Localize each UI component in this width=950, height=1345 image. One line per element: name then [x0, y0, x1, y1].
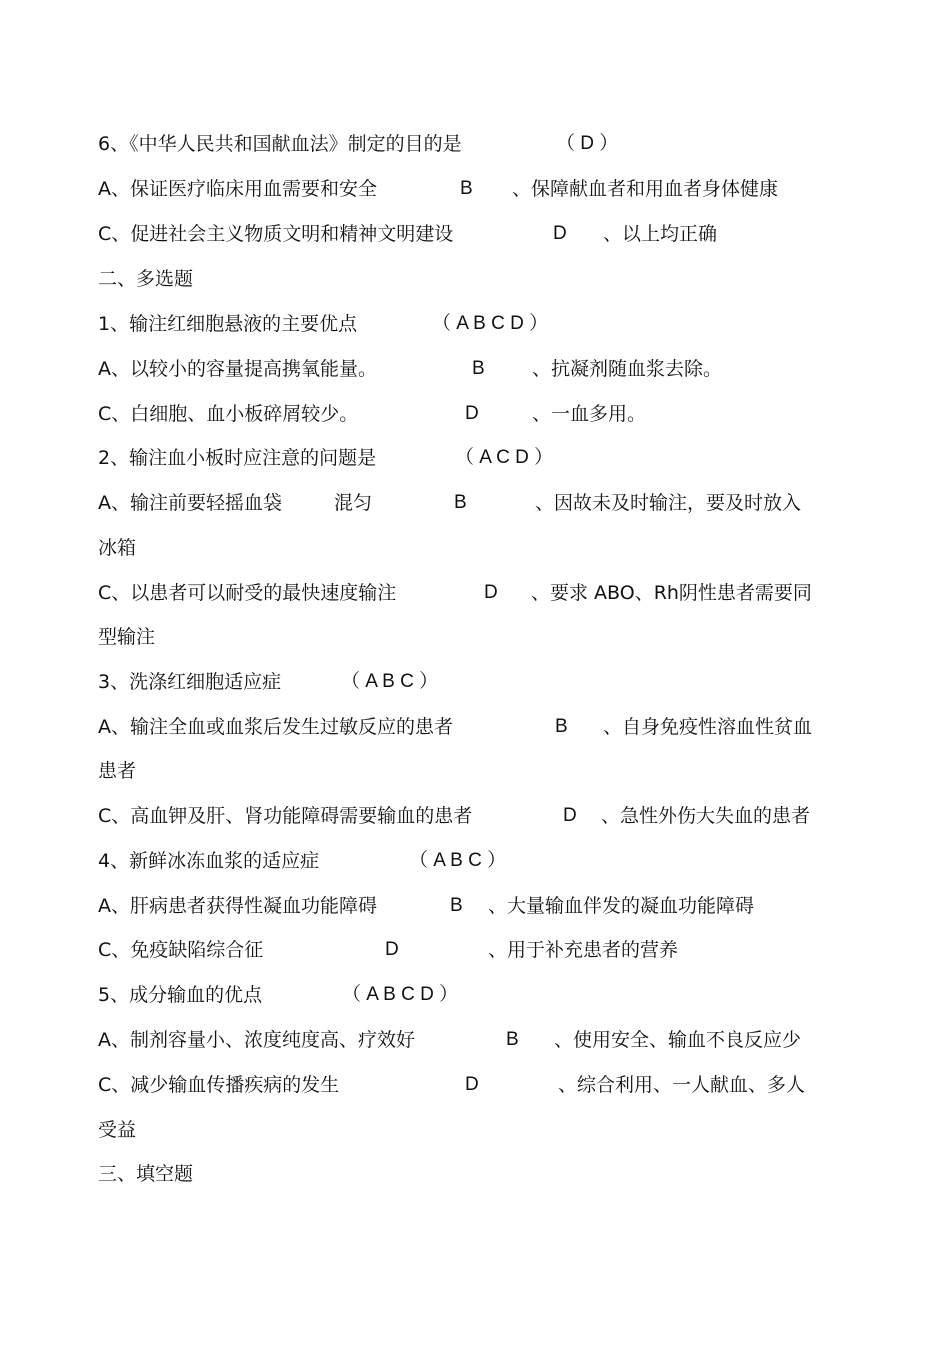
option-d: 、用于补充患者的营养 — [488, 939, 679, 961]
question-text: 3、洗涤红细胞适应症 — [98, 671, 282, 693]
answer-key: （ A B C ） — [409, 850, 507, 871]
option-a-continued: 混匀 — [334, 492, 373, 514]
option-letter: D — [553, 223, 567, 244]
option-b: 、使用安全、输血不良反应少 — [554, 1029, 802, 1051]
option-letter: B — [454, 492, 467, 513]
wrapped-text: 患者 — [98, 760, 137, 782]
option-letter: B — [555, 716, 568, 737]
option-b: 、自身免疫性溶血性贫血 — [603, 716, 813, 738]
wrapped-text: 受益 — [98, 1119, 137, 1141]
wrapped-text: 型输注 — [98, 626, 156, 648]
option-a: A、肝病患者获得性凝血功能障碍 — [98, 895, 377, 917]
question-text: 1、输注红细胞悬液的主要优点 — [98, 313, 358, 335]
section-title: 三、填空题 — [98, 1163, 194, 1185]
option-letter: B — [472, 358, 485, 379]
question-text: 2、输注血小板时应注意的问题是 — [98, 447, 377, 469]
option-c: C、高血钾及肝、肾功能障碍需要输血的患者 — [98, 805, 473, 827]
section-title: 二、多选题 — [98, 268, 194, 290]
option-d: 、一血多用。 — [532, 403, 647, 425]
wrapped-text: 冰箱 — [98, 537, 137, 559]
option-c: C、白细胞、血小板碎屑较少。 — [98, 403, 359, 425]
question-text: 6、《中华人民共和国献血法》制定的目的是 — [98, 133, 462, 155]
option-letter: D — [484, 582, 498, 603]
option-letter: B — [506, 1029, 519, 1050]
option-a: A、以较小的容量提高携氧能量。 — [98, 358, 377, 380]
option-a: A、保证医疗临床用血需要和安全 — [98, 178, 377, 200]
option-d: 、以上均正确 — [603, 223, 718, 245]
option-letter: D — [465, 403, 479, 424]
question-text: 4、新鲜冰冻血浆的适应症 — [98, 850, 320, 872]
option-letter: D — [465, 1074, 479, 1095]
option-b: 、保障献血者和用血者身体健康 — [512, 178, 779, 200]
option-a: A、制剂容量小、浓度纯度高、疗效好 — [98, 1029, 415, 1051]
answer-key: （ A B C ） — [341, 671, 439, 692]
option-b: 、因故未及时输注，要及时放入 — [535, 492, 802, 514]
option-d: 、急性外伤大失血的患者 — [601, 805, 811, 827]
option-d: 、要求 ABO、Rh阴性患者需要同 — [531, 582, 812, 604]
option-c: C、减少输血传播疾病的发生 — [98, 1074, 340, 1096]
option-letter: D — [563, 805, 577, 826]
option-c: C、促进社会主义物质文明和精神文明建设 — [98, 223, 454, 245]
option-letter: D — [385, 939, 399, 960]
option-c: C、以患者可以耐受的最快速度输注 — [98, 582, 397, 604]
option-c: C、免疫缺陷综合征 — [98, 939, 264, 961]
option-letter: B — [450, 895, 463, 916]
answer-key: （ A B C D ） — [342, 984, 459, 1005]
answer-key: （ A C D ） — [455, 447, 554, 468]
answer-key: （ A B C D ） — [432, 313, 549, 334]
answer-key: （ D ） — [556, 133, 619, 154]
option-d: 、综合利用、一人献血、多人 — [558, 1074, 806, 1096]
option-letter: B — [460, 178, 473, 199]
option-a: A、输注前要轻摇血袋 — [98, 492, 282, 514]
option-b: 、大量输血伴发的凝血功能障碍 — [488, 895, 755, 917]
option-a: A、输注全血或血浆后发生过敏反应的患者 — [98, 716, 453, 738]
option-b: 、抗凝剂随血浆去除。 — [532, 358, 723, 380]
question-text: 5、成分输血的优点 — [98, 984, 263, 1006]
